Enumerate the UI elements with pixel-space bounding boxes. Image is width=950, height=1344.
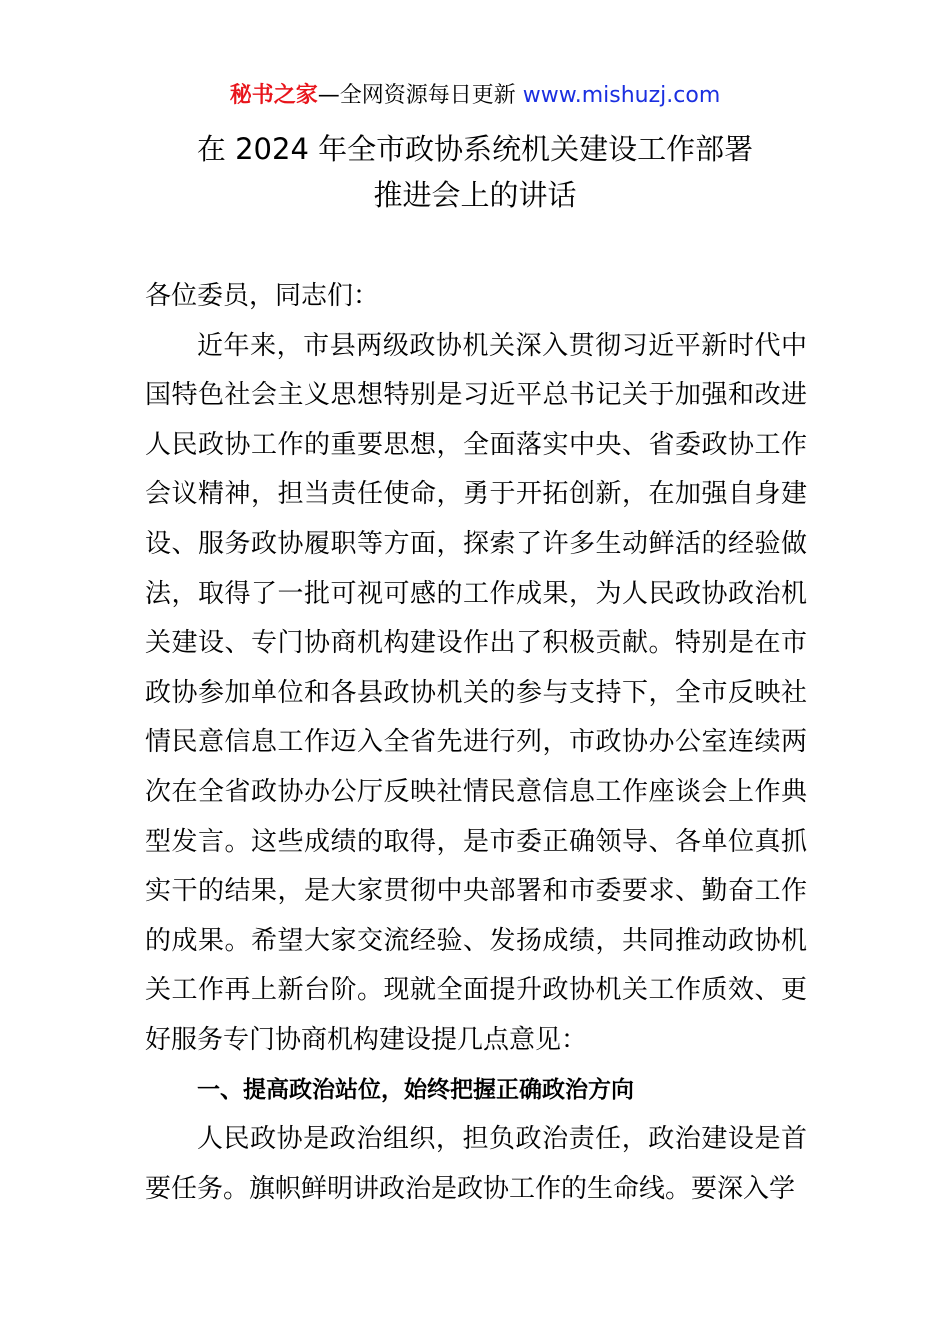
site-url-link[interactable]: www.mishuzj.com (522, 83, 721, 108)
salutation: 各位委员，同志们： (145, 281, 380, 311)
header-tagline: —全网资源每日更新 (317, 83, 523, 108)
site-header (0, 80, 950, 112)
document-body (145, 272, 807, 1214)
title-line-1: 在 2024 年全市政协系统机关建设工作部署 (196, 132, 754, 166)
brand-name: 秘书之家 (229, 83, 318, 108)
document-title (0, 126, 950, 218)
title-line-2: 推进会上的讲话 (373, 178, 577, 212)
paragraph: 人民政协是政治组织，担负政治责任，政治建设是首要任务。旗帜鲜明讲政治是政协工作的生命线。要深入学 (145, 1124, 807, 1204)
paragraph: 近年来，市县两级政协机关深入贯彻习近平新时代中国特色社会主义思想特别是习近平总书记关于加强和改进人民政协工作的重要思想，全面落实中央、省委政协工作会议精神，担当责任使命，勇于开拓创新，在加强自身建设、服务政协履职等方面，探索了许多生动鲜活的经验做法，取得了一批可视可感的工作成果，为人民政协政治机关建设、专门协商机构建设作出了积极贡献。特别是在市政协参加单位和各县政协机关的参与支持下，全市反映社情民意信息工作迈入全省先进行列，市政协办公室连续两次在全省政协办公厅反映社情民意信息工作座谈会上作典型发言。这些成绩的取得，是市委正确领导、各单位真抓实干的结果，是大家贯彻中央部署和市委要求、勤奋工作的成果。希望大家交流经验、发扬成绩，共同推动政协机关工作再上新台阶。现就全面提升政协机关工作质效、更好服务专门协商机构建设提几点意见： (145, 330, 807, 1055)
section-heading: 一、提高政治站位，始终把握正确政治方向 (197, 1076, 634, 1103)
